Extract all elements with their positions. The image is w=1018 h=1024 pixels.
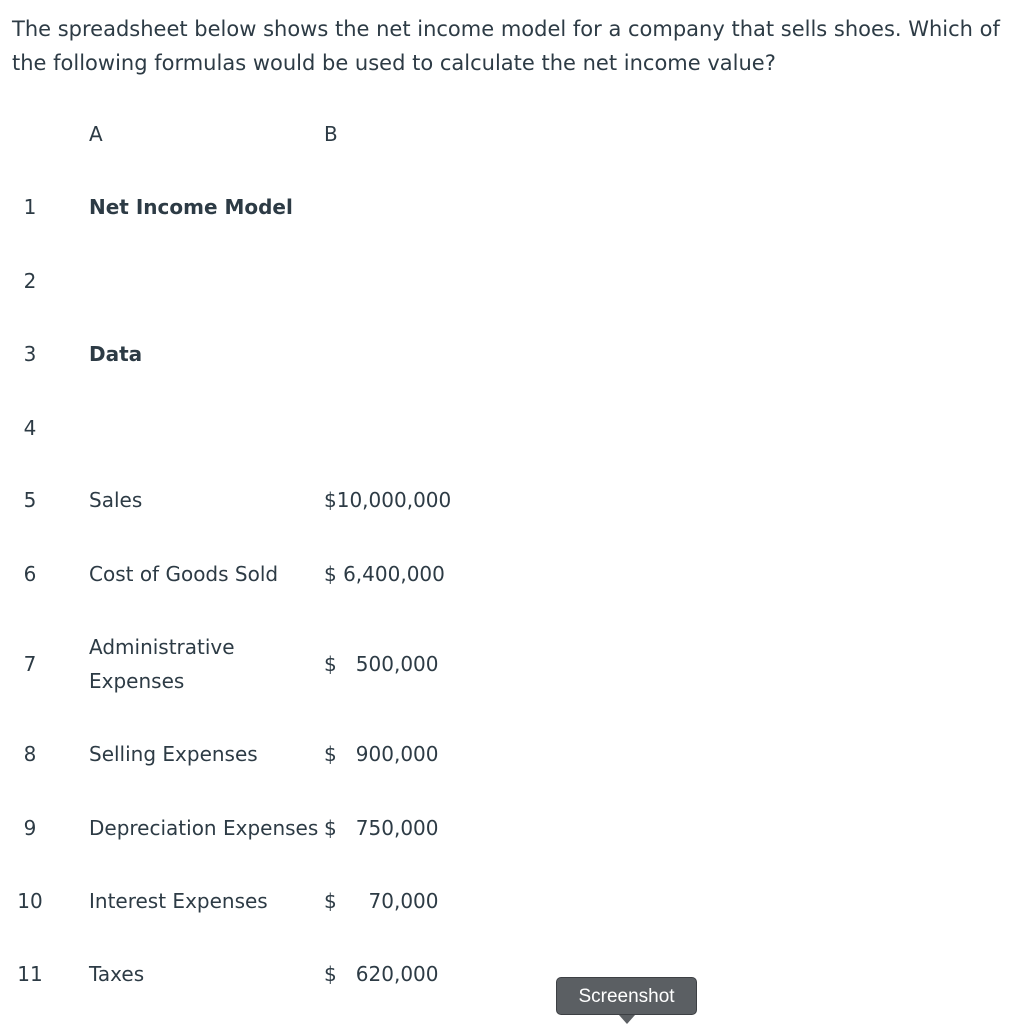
- cell-b6: $ 6,400,000: [324, 562, 445, 586]
- cell-a10: Interest Expenses: [89, 889, 268, 913]
- cell-a5: Sales: [89, 488, 143, 512]
- cell-b11: $ 620,000: [324, 962, 439, 986]
- cell-b5: $10,000,000: [324, 488, 452, 512]
- row-number: 11: [17, 962, 43, 986]
- row-number: 7: [23, 652, 37, 676]
- cell-b9: $ 750,000: [324, 816, 439, 840]
- row-number: 4: [23, 416, 37, 440]
- row-number: 8: [23, 742, 37, 766]
- row-number: 2: [23, 269, 37, 293]
- cell-a8: Selling Expenses: [89, 742, 258, 766]
- cell-a3: Data: [89, 342, 143, 366]
- question-text: The spreadsheet below shows the net income model for a company that sells shoes. Which of the following formulas would be used to calculate the net income value?: [12, 17, 1000, 75]
- cell-b8: $ 900,000: [324, 742, 439, 766]
- column-header-b: B: [324, 122, 338, 146]
- row-number: 10: [17, 889, 43, 913]
- cell-a6: Cost of Goods Sold: [89, 562, 279, 586]
- cell-b7: $ 500,000: [324, 652, 439, 676]
- cell-a9: Depreciation Expenses: [89, 816, 319, 840]
- row-number: 3: [23, 342, 37, 366]
- column-header-a: A: [89, 122, 103, 146]
- row-number: 1: [23, 195, 37, 219]
- cell-a7: Administrative Expenses: [89, 635, 235, 693]
- cell-a11: Taxes: [89, 962, 145, 986]
- tooltip-arrow: [619, 1015, 635, 1024]
- row-number: 6: [23, 562, 37, 586]
- screenshot-tooltip[interactable]: Screenshot: [556, 977, 697, 1015]
- cell-b10: $ 70,000: [324, 889, 439, 913]
- row-number: 9: [23, 816, 37, 840]
- row-number: 5: [23, 488, 37, 512]
- cell-a1: Net Income Model: [89, 195, 293, 219]
